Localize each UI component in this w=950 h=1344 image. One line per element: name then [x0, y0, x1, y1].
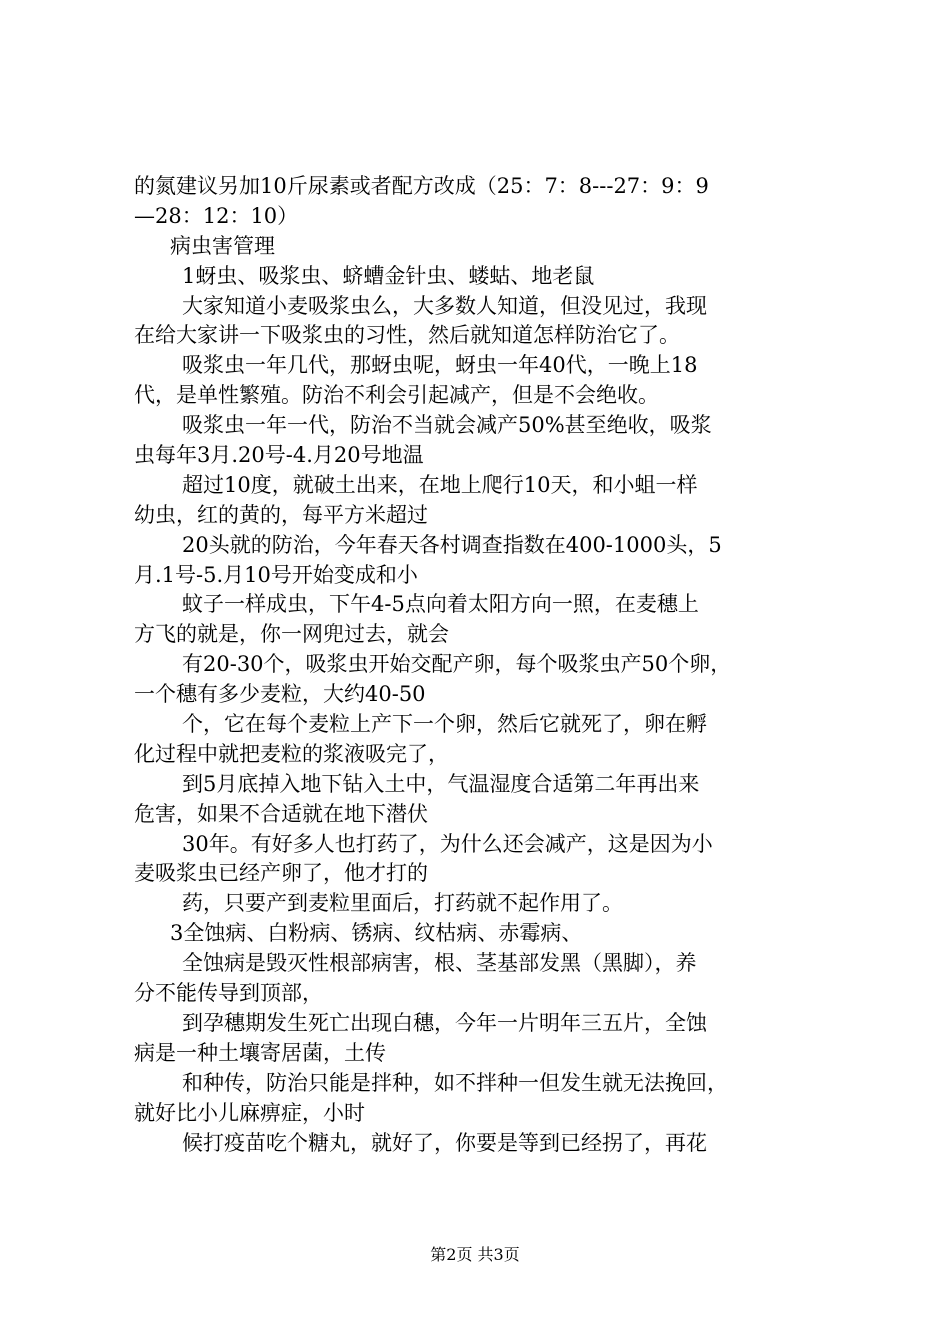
text-line: 方飞的就是，你一网兜过去，就会: [134, 622, 449, 647]
text-line: 到孕穗期发生死亡出现白穗，今年一片明年三五片，全蚀: [182, 1010, 707, 1035]
text-line: 全蚀病是毁灭性根部病害，根、茎基部发黑（黑脚），养: [182, 951, 697, 976]
text-line: 药，只要产到麦粒里面后，打药就不起作用了。: [182, 891, 623, 916]
text-line: —28：12：10）: [134, 203, 299, 228]
text-line: 危害，如果不合适就在地下潜伏: [134, 801, 428, 826]
text-line: 蚊子一样成虫，下午4-5点向着太阳方向一照，在麦穗上: [182, 592, 699, 617]
text-line: 代，是单性繁殖。防治不利会引起减产，但是不会绝收。: [134, 383, 659, 408]
page-number-footer: 第2页 共3页: [430, 1245, 520, 1264]
text-line: 超过10度，就破土出来，在地上爬行10天，和小蛆一样: [182, 472, 698, 497]
text-line: 大家知道小麦吸浆虫么，大多数人知道，但没见过，我现: [182, 293, 707, 318]
text-line: 在给大家讲一下吸浆虫的习性，然后就知道怎样防治它了。: [134, 323, 680, 348]
text-line: 有20-30个，吸浆虫开始交配产卵，每个吸浆虫产50个卵，: [182, 652, 732, 677]
body-text: [134, 172, 834, 1158]
text-line: 的氮建议另加10斤尿素或者配方改成（25：7：8---27：9：9: [134, 174, 709, 198]
text-line: 化过程中就把麦粒的浆液吸完了，: [134, 741, 449, 766]
text-line: 30年。有好多人也打药了，为什么还会减产，这是因为小: [182, 831, 713, 856]
text-line: 分不能传导到顶部，: [134, 981, 323, 1006]
section-heading: 病虫害管理: [170, 233, 275, 258]
subsection-heading: 3全蚀病、白粉病、锈病、纹枯病、赤霉病、: [170, 921, 583, 946]
text-line: 一个穗有多少麦粒，大约40-50: [134, 682, 426, 707]
text-line: 麦吸浆虫已经产卵了，他才打的: [134, 861, 428, 886]
text-line: 候打疫苗吃个糖丸，就好了，你要是等到已经拐了，再花: [182, 1130, 707, 1155]
text-line: 个，它在每个麦粒上产下一个卵，然后它就死了，卵在孵: [182, 712, 707, 737]
text-line: 就好比小儿麻痹症，小时: [134, 1100, 365, 1125]
text-line: 月.1号-5.月10号开始变成和小: [134, 562, 418, 587]
text-line: 病是一种土壤寄居菌，土传: [134, 1040, 386, 1065]
subsection-heading: 1蚜虫、吸浆虫、蛴螬金针虫、蝼蛄、地老鼠: [182, 263, 595, 288]
text-line: 吸浆虫一年几代，那蚜虫呢，蚜虫一年40代，一晚上18: [182, 353, 698, 378]
text-line: 和种传，防治只能是拌种，如不拌种一但发生就无法挽回，: [182, 1070, 728, 1095]
text-line: 20头就的防治，今年春天各村调查指数在400-1000头，5: [182, 532, 722, 557]
text-line: 虫每年3月.20号-4.月20号地温: [134, 443, 424, 468]
text-line: 吸浆虫一年一代，防治不当就会减产50%甚至绝收，吸浆: [182, 413, 712, 438]
text-line: 到5月底掉入地下钻入土中，气温湿度合适第二年再出来: [182, 771, 700, 796]
text-line: 幼虫，红的黄的，每平方米超过: [134, 502, 428, 527]
